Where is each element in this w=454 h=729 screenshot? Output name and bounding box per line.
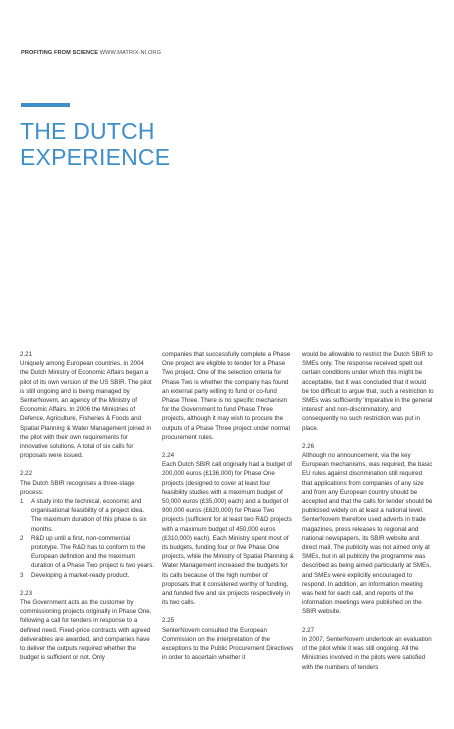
paragraph: companies that successfully complete a Phase One project are eligible to tender for a Phase Two project. One of the selection criteria for Phase Two is whether the company has found an external party willing to fund or co-fund Phase Three. There is no specific mechanism for the Government to fund Phase Three projects, although it may wish to procure the outputs of a Phase Three project under normal procurement rules. <box>162 351 291 441</box>
text-column-3 <box>302 350 434 672</box>
list-item-text: A study into the technical, economic and organisational feasibility of a project idea. The maximum duration of this phase is six months. <box>31 498 147 533</box>
list-item-number: 2 <box>20 534 24 542</box>
paragraph: Although no announcement, via the key European mechanisms, was required, the basic EU rules against discrimination still required that applications from companies of any size and from any European country should be accepted and that the calls for tender should be publicised widely on at least a national level. SenterNovem therefore used adverts in trade magazines, press releases to regional and national newspapers, its SBIR website and direct mail. The publicity was not aimed only at SMEs, but in all publicity the programme was described as being aimed particularly at SMEs, and SMEs were explicitly encouraged to respond. In addition, an information meeting was held for each call, and reports of the information meetings were published on the SBIR website. <box>302 452 433 616</box>
paragraph: In 2007, SenterNovem undertook an evaluation of the pilot while it was still ongoing. All the Ministries involved in the pilots were satisfied with the numbers of tenders <box>302 635 432 671</box>
section-number: 2.22 <box>20 470 33 478</box>
title-accent-bar <box>21 103 70 107</box>
list-item <box>20 497 154 534</box>
section-number: 2.27 <box>302 626 315 634</box>
section-number: 2.23 <box>20 589 33 597</box>
list-item <box>20 571 154 580</box>
text-column-1 <box>20 350 154 663</box>
list-item-text: Developing a market-ready product. <box>31 571 130 579</box>
paragraph: SenterNovem consulted the European Commission on the interpretation of the exceptions to the Public Procurement Directives in order to ascertain whether it <box>162 626 294 662</box>
text-column-2 <box>162 350 294 663</box>
page-title-line-1: THE DUTCH <box>20 118 155 144</box>
page-title <box>20 118 170 170</box>
list-item-number: 1 <box>20 498 24 506</box>
section-number: 2.25 <box>162 617 175 625</box>
section-number: 2.26 <box>302 442 315 450</box>
paragraph: The Dutch SBIR recognises a three-stage process: <box>20 479 135 496</box>
paragraph: would be allowable to restrict the Dutch SBIR to SMEs only. The response received spelt out certain conditions under which this might be acceptable, but it was concluded that it would be too difficult to argue that, such a restriction to SMEs was sufficiently 'imperative in the general interest' and non-discriminatory, and consequently no such restriction was put in place. <box>302 351 434 432</box>
paragraph: Uniquely among European countries, in 2004 the Dutch Ministry of Economic Affairs began a pilot of its own version of the US SBIR. The pilot is still ongoing and is being managed by SenterNovem, an agency of the Ministry of Economic Affairs. In 2006 the Ministries of Defence, Agriculture, Fisheries & Foods and Spatial Planning & Water Management joined in the pilot with their own requirements for innovative solutions. A total of six calls for proposals were issued. <box>20 360 152 460</box>
paragraph: Each Dutch SBIR call originally had a budget of 200,000 euros (£136,000) for Phase One projects (designed to cover at least four feasibility studies with a maximum budget of 50,000 euros (£35,000) each) and a budget of 900,000 euros (£620,000) for Phase Two projects (sufficient for at least two R&D projects with a maximum budget of 450,000 euros (£310,000) each). Each Ministry spent most of its budgets, funding four or five Phase One projects, while the Ministry of Spatial Planning & Water Management increased the budgets for its calls because of the high number of proposals that it considered worthy of funding, and funded five and six projects respectively in its two calls. <box>162 461 294 607</box>
section-number: 2.21 <box>20 351 33 358</box>
list-item <box>20 534 154 571</box>
page-title-line-2: EXPERIENCE <box>20 144 171 170</box>
header-url: WWW.MATRIX-NI.ORG <box>99 50 162 56</box>
list-item-number: 3 <box>20 571 24 579</box>
list-item-text: R&D up until a first, non-commercial prototype. The R&D has to conform to the European definition and the maximum duration of a Phase Two project is two years. <box>31 534 155 570</box>
section-number: 2.24 <box>162 452 175 460</box>
running-header <box>21 50 161 56</box>
header-label: PROFITING FROM SCIENCE <box>21 50 99 56</box>
paragraph: The Government acts as the customer by commissioning projects originally in Phase One, following a call for tenders in response to a defined need. Fixed-price contracts with agreed deliverables are awarded, and companies have to deliver the outputs required whether the budget is sufficient or not. Only <box>20 599 152 662</box>
